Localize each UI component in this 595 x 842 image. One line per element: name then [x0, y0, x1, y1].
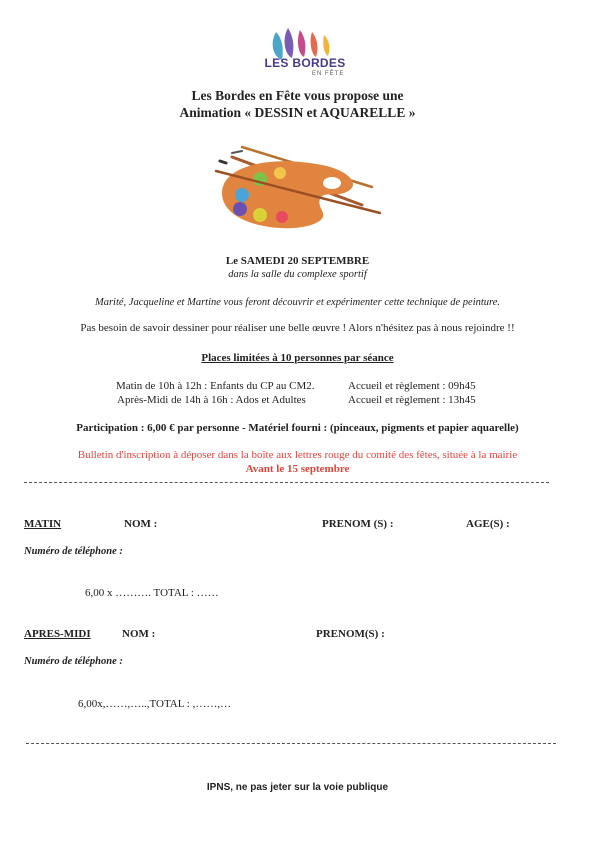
footer-text: IPNS, ne pas jeter sur la voie publique — [206, 782, 389, 793]
logo-name: LES BORDES — [264, 56, 346, 70]
form-apres-midi-total: 6,00x,……,…..,TOTAL : ,……,… — [78, 698, 232, 710]
form-matin-prenom: PRENOM (S) : — [322, 518, 394, 530]
paint-palette-icon — [212, 143, 384, 233]
form-apres-midi-label: APRES-MIDI — [24, 628, 91, 640]
form-apres-midi-nom: NOM : — [122, 628, 156, 640]
bulletin-deadline: Avant le 15 septembre — [245, 463, 350, 475]
morning-welcome: Accueil et règlement : 09h45 — [348, 380, 476, 392]
invitation-text: Pas besoin de savoir dessiner pour réaliser une belle œuvre ! Alors n'hésitez pas à nous rejoindre !! — [80, 322, 515, 334]
page-title-line2: Animation « DESSIN et AQUARELLE » — [179, 105, 416, 120]
morning-session: Matin de 10h à 12h : Enfants du CP au CM2. — [116, 380, 315, 392]
places-notice: Places limitées à 10 personnes par séance — [201, 352, 394, 364]
form-apres-midi-phone: Numéro de téléphone : — [24, 656, 123, 667]
logo-subtitle: EN FÊTE — [312, 71, 345, 77]
afternoon-welcome: Accueil et règlement : 13h45 — [348, 394, 476, 406]
form-apres-midi-prenom: PRENOM(S) : — [316, 628, 385, 640]
afternoon-session: Après-Midi de 14h à 16h : Ados et Adultes — [117, 394, 306, 406]
form-matin-phone: Numéro de téléphone : — [24, 546, 123, 557]
page-title-line1: Les Bordes en Fête vous propose une — [191, 88, 404, 103]
event-date: Le SAMEDI 20 SEPTEMBRE — [225, 255, 370, 267]
description-text: Marité, Jacqueline et Martine vous feront découvrir et expérimenter cette technique de peinture. — [94, 297, 501, 308]
form-matin-label: MATIN — [24, 518, 62, 530]
bulletin-text: Bulletin d'inscription à déposer dans la boîte aux lettres rouge du comité des fêtes, située à la mairie — [77, 449, 518, 461]
form-matin-age: AGE(S) : — [466, 518, 510, 530]
participation-text: Participation : 6,00 € par personne - Matériel fourni : (pinceaux, pigments et papier aquarelle) — [76, 422, 519, 434]
event-venue: dans la salle du complexe sportif — [228, 269, 367, 280]
form-matin-nom: NOM : — [124, 518, 158, 530]
cut-line — [24, 482, 549, 483]
bottom-line — [26, 743, 556, 744]
form-matin-total: 6,00 x ………. TOTAL : …… — [85, 587, 219, 599]
